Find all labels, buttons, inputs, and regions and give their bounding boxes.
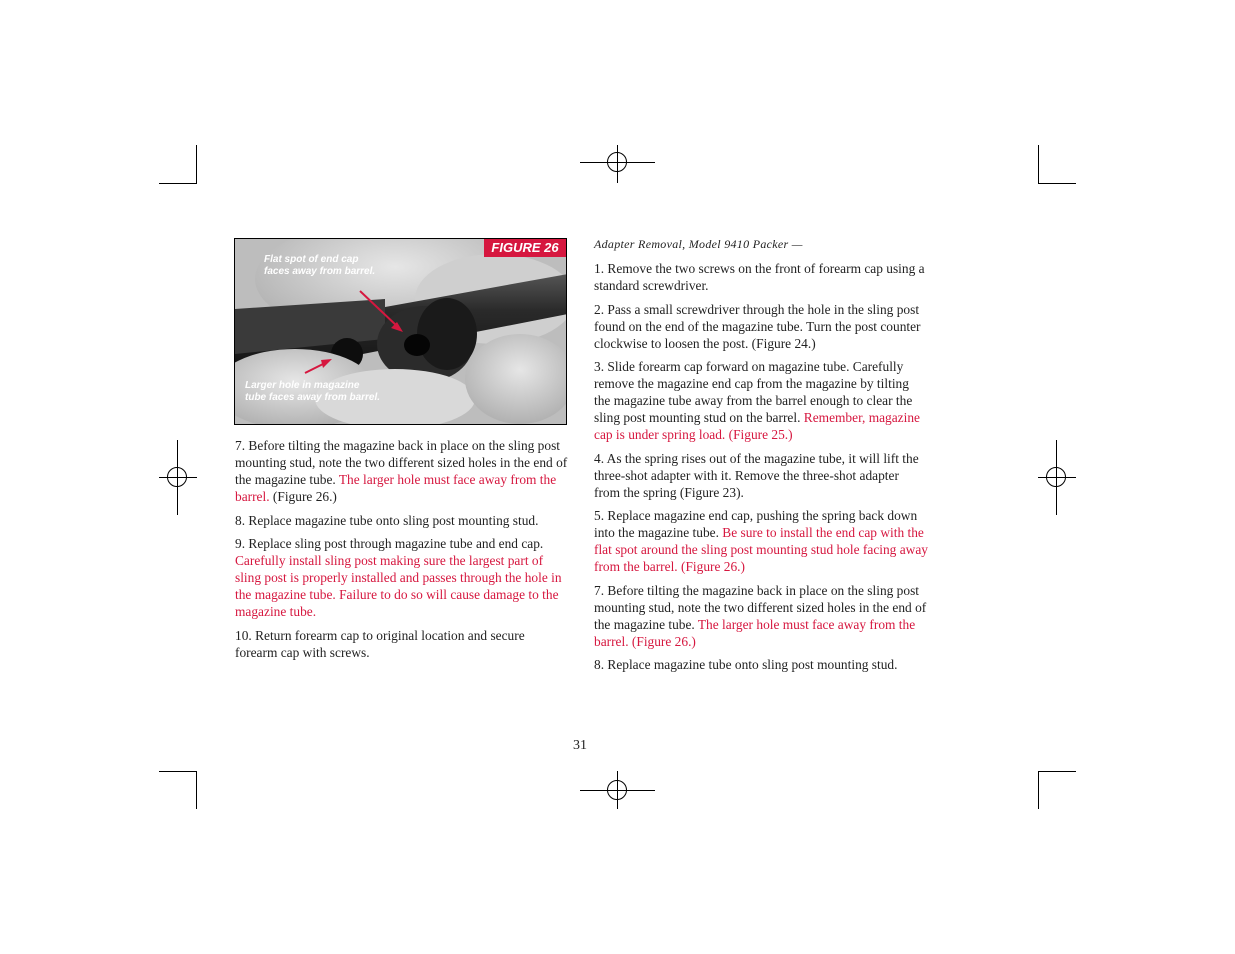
step-2-paragraph: 2. Pass a small screwdriver through the hole in the sling post found on the end of the magazine tube. Turn the post counter clockwise to loosen the post. (Figure 24.) (594, 301, 921, 351)
figure-caption-top: Flat spot of end cap faces away from barrel. (264, 254, 376, 277)
step-1-paragraph: 1. Remove the two screws on the front of forearm cap using a standard screwdriver. (594, 261, 925, 293)
step-4-paragraph: 4. As the spring rises out of the magazine tube, it will lift the three-shot adapter with it. Remove the three-shot adapter from the spring (Figure 23). (594, 450, 919, 500)
step-9-paragraph: 9. Replace sling post through magazine tube and end cap. Carefully install sling post making sure the largest part of sling post is properly installed and passes through the hole in the magazine tube. Failure to do so will cause damage to the magazine tube. (235, 536, 562, 619)
left-column (235, 437, 569, 667)
figure-caption-bottom: Larger hole in magazine tube faces away from barrel. (245, 380, 381, 403)
step-10-paragraph: 10. Return forearm cap to original location and secure forearm cap with screws. (235, 627, 525, 660)
step-8-paragraph: 8. Replace magazine tube onto sling post mounting stud. (235, 512, 539, 528)
step-7-paragraph-right: 7. Before tilting the magazine back in place on the sling post mounting stud, note the two different sized holes in the end of the magazine tube. The larger hole must face away from the barrel. (Figure 26.) (594, 582, 927, 649)
step-8-paragraph-right: 8. Replace magazine tube onto sling post mounting stud. (594, 657, 898, 672)
step-5-paragraph: 5. Replace magazine end cap, pushing the spring back down into the magazine tube. Be sure to install the end cap with the flat spot around the sling post mounting stud hole facing away from the barrel. (Figure 26.) (594, 508, 928, 574)
figure-label: FIGURE 26 (484, 239, 566, 257)
step-7-paragraph: 7. Before tilting the magazine back in place on the sling post mounting stud, note the two different sized holes in the end of the magazine tube. The larger hole must face away from the barrel. (Figure 26.) (235, 438, 568, 504)
page-number: 31 (573, 738, 587, 753)
section-heading: Adapter Removal, Model 9410 Packer — (594, 237, 803, 251)
step-3-paragraph: 3. Slide forearm cap forward on magazine tube. Carefully remove the magazine end cap from the magazine by tilting the magazine tube away from the barrel enough to clear the sling post mounting stud on the barrel. Remember, magazine cap is under spring load. (Figure 25.) (594, 359, 920, 442)
figure-26 (234, 238, 567, 425)
right-column (594, 236, 928, 680)
